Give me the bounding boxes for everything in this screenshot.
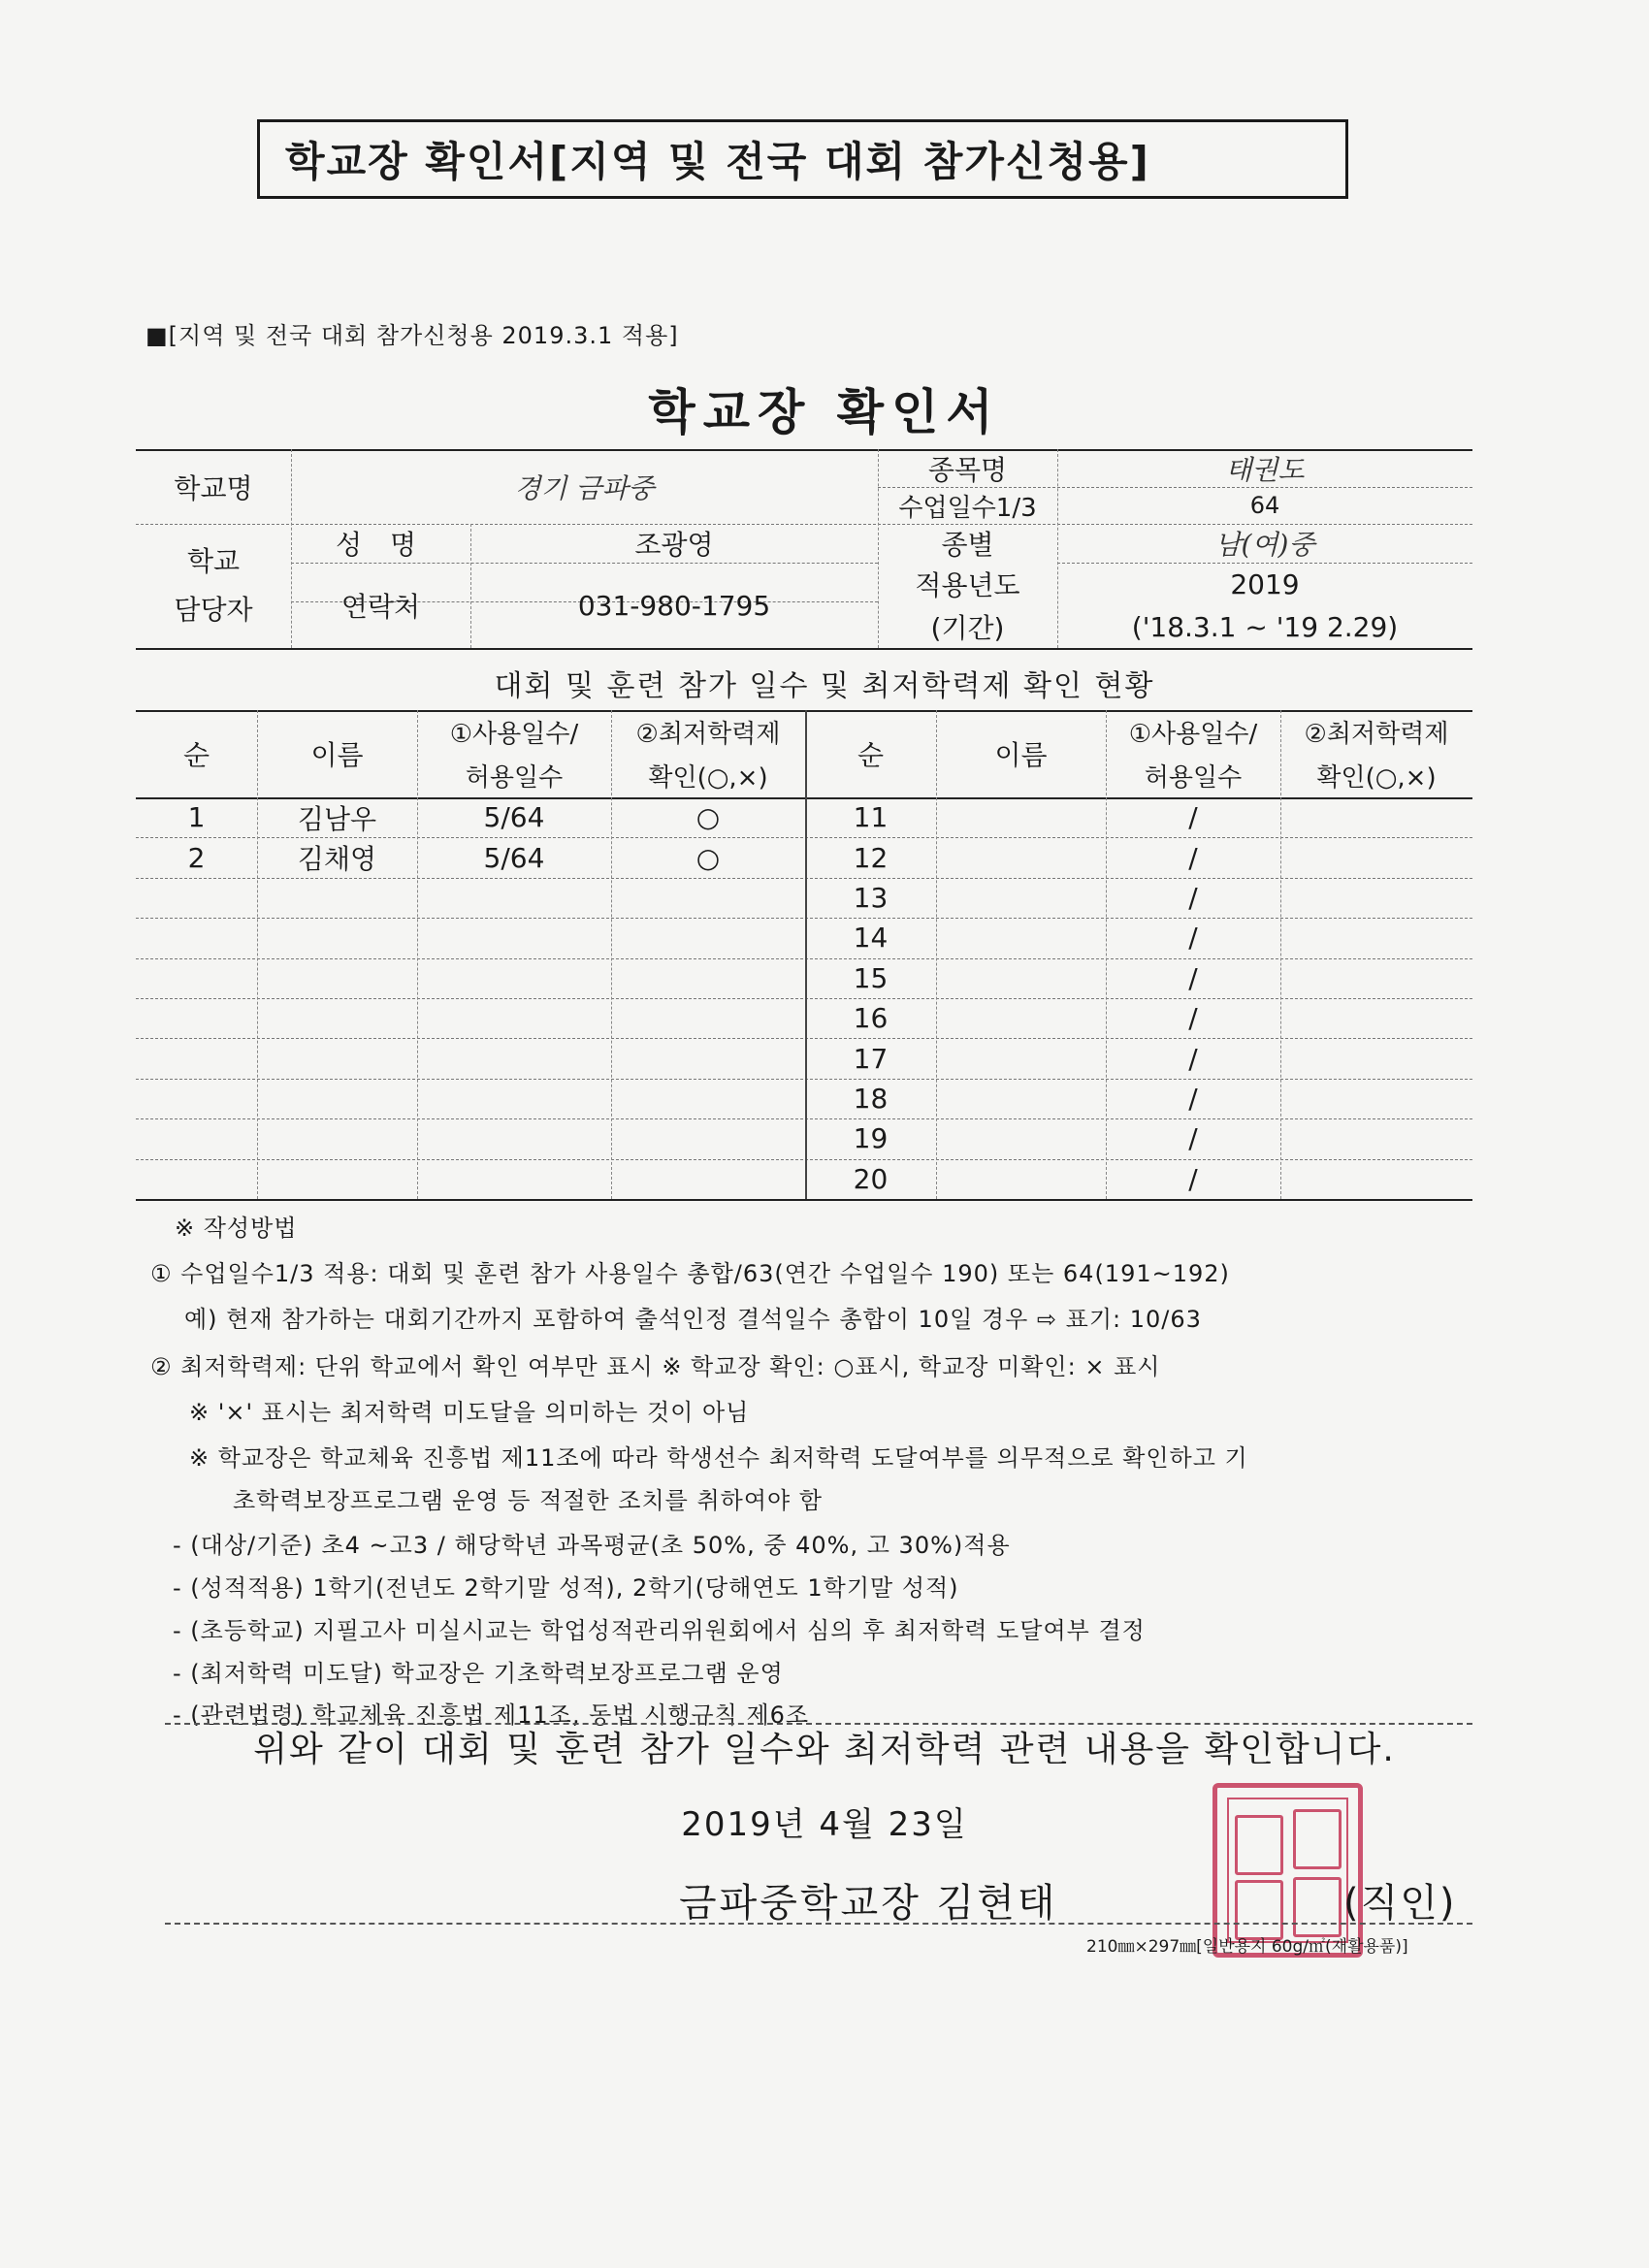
instruction-line: - (대상/기준) 초4 ~고3 / 해당학년 과목평균(초 50%, 중 40%, 고 30%)적용	[173, 1532, 1011, 1559]
right-header-name: 이름	[994, 739, 1048, 771]
instruction-line: - (최저학력 미도달) 학교장은 기초학력보장프로그램 운영	[173, 1660, 784, 1687]
left-row-check	[611, 1079, 805, 1118]
left-header-days-2: 허용일수	[465, 763, 564, 793]
right-header-days-2: 허용일수	[1144, 763, 1243, 793]
gender-label: 종별	[941, 529, 994, 561]
left-row-check	[611, 1159, 805, 1199]
left-row-no	[136, 1118, 257, 1158]
right-header-check-2: 확인(○,×)	[1316, 763, 1437, 793]
right-row-check	[1280, 1118, 1472, 1158]
left-row-check	[611, 878, 805, 918]
left-header-name: 이름	[310, 739, 364, 771]
left-row-name	[257, 998, 417, 1038]
manager-label-2: 담당자	[174, 594, 253, 626]
contact-label: 연락처	[340, 591, 421, 623]
right-row-name	[936, 1038, 1106, 1078]
right-row-name	[936, 878, 1106, 918]
left-row-days	[417, 918, 611, 957]
right-row-days: /	[1188, 801, 1198, 834]
left-header-no: 순	[182, 739, 210, 771]
left-row-no	[136, 1038, 257, 1078]
left-row-name	[257, 918, 417, 957]
gender-value: 남(여)중	[1214, 529, 1315, 561]
right-row-no: 13	[853, 881, 889, 914]
section-title: 대회 및 훈련 참가 일수 및 최저학력제 확인 현황	[494, 669, 1155, 703]
paper-spec: 210㎜×297㎜[일반용지 60g/㎡(재활용품)]	[1086, 1937, 1408, 1957]
issue-date: 2019년 4월 23일	[681, 1805, 968, 1844]
right-row-days: /	[1188, 1042, 1198, 1075]
left-row-name: 김남우	[297, 802, 377, 835]
instruction-line: ※ '×' 표시는 최저학력 미도달을 의미하는 것이 아님	[189, 1399, 750, 1426]
right-row-no: 12	[853, 841, 889, 874]
left-row-check	[611, 998, 805, 1038]
name-value: 조광영	[634, 529, 714, 561]
right-row-no: 14	[853, 922, 889, 955]
instruction-line: ※ 작성방법	[175, 1215, 298, 1242]
days-value: 64	[1249, 492, 1280, 519]
right-row-name	[936, 797, 1106, 837]
instruction-line: ※ 학교장은 학교체육 진흥법 제11조에 따라 학생선수 최저학력 도달여부를 의무적으로 확인하고 기	[189, 1444, 1248, 1472]
period-value: ('18.3.1 ~ '19 2.29)	[1131, 610, 1399, 643]
left-row-check: ○	[695, 841, 721, 874]
left-row-no	[136, 1079, 257, 1118]
left-row-days	[417, 1159, 611, 1199]
applicability-note: ■[지역 및 전국 대회 참가신청용 2019.3.1 적용]	[146, 322, 679, 349]
right-row-check	[1280, 1038, 1472, 1078]
instruction-line: 예) 현재 참가하는 대회기간까지 포함하여 출석인정 결석일수 총합이 10일 경우 ⇨ 표기: 10/63	[184, 1306, 1202, 1333]
right-row-check	[1280, 1079, 1472, 1118]
left-row-name	[257, 1159, 417, 1199]
right-row-check	[1280, 918, 1472, 957]
manager-label-1: 학교	[186, 545, 241, 577]
right-row-days: /	[1188, 922, 1198, 955]
left-row-no: 1	[187, 801, 206, 834]
right-row-no: 20	[853, 1162, 889, 1195]
name-label: 성 명	[336, 529, 426, 561]
right-header-check-1: ②최저학력제	[1304, 720, 1449, 749]
seal-label: (직인)	[1343, 1881, 1457, 1926]
right-row-check	[1280, 998, 1472, 1038]
left-header-days-1: ①사용일수/	[449, 720, 579, 749]
left-row-no	[136, 998, 257, 1038]
confirmation-statement: 위와 같이 대회 및 훈련 참가 일수와 최저학력 관련 내용을 확인합니다.	[253, 1730, 1396, 1769]
left-row-no	[136, 878, 257, 918]
left-row-days	[417, 878, 611, 918]
instruction-line: - (관련법령) 학교체육 진흥법 제11조, 동법 시행규칙 제6조	[173, 1701, 810, 1729]
right-row-days: /	[1188, 1122, 1198, 1155]
right-row-name	[936, 958, 1106, 998]
left-row-days	[417, 1038, 611, 1078]
instruction-line: - (초등학교) 지필고사 미실시교는 학업성적관리위원회에서 심의 후 최저학력 도달여부 결정	[173, 1617, 1146, 1644]
left-row-check	[611, 1038, 805, 1078]
right-row-check	[1280, 837, 1472, 877]
left-row-check	[611, 1118, 805, 1158]
school-value: 경기 금파중	[514, 471, 655, 504]
right-row-name	[936, 918, 1106, 957]
left-row-days	[417, 958, 611, 998]
period-label: (기간)	[930, 612, 1005, 644]
right-header-no: 순	[857, 739, 885, 771]
left-row-days	[417, 1079, 611, 1118]
right-row-no: 18	[853, 1082, 889, 1115]
left-row-name	[257, 1079, 417, 1118]
right-row-no: 11	[853, 801, 889, 834]
year-label: 적용년도	[915, 569, 1020, 601]
official-seal	[1212, 1783, 1363, 1958]
right-row-days: /	[1188, 881, 1198, 914]
right-row-days: /	[1188, 961, 1198, 994]
right-row-days: /	[1188, 1162, 1198, 1195]
right-row-days: /	[1188, 841, 1198, 874]
left-row-name	[257, 1038, 417, 1078]
event-label: 종목명	[927, 453, 1008, 486]
page-title: 학교장 확인서	[648, 384, 1001, 440]
left-row-name: 김채영	[297, 843, 377, 876]
instruction-line: 초학력보장프로그램 운영 등 적절한 조치를 취하여야 함	[233, 1487, 824, 1514]
left-header-check-1: ②최저학력제	[635, 720, 781, 749]
left-row-days	[417, 1118, 611, 1158]
right-header-days-1: ①사용일수/	[1128, 720, 1258, 749]
left-header-check-2: 확인(○,×)	[648, 763, 768, 793]
right-row-name	[936, 1159, 1106, 1199]
right-row-name	[936, 1118, 1106, 1158]
right-row-no: 19	[853, 1122, 889, 1155]
left-row-check	[611, 958, 805, 998]
right-row-days: /	[1188, 1002, 1198, 1035]
right-row-check	[1280, 878, 1472, 918]
right-row-no: 17	[853, 1042, 889, 1075]
right-row-name	[936, 837, 1106, 877]
contact-value: 031-980-1795	[577, 589, 771, 622]
left-row-name	[257, 878, 417, 918]
document-banner: 학교장 확인서[지역 및 전국 대회 참가신청용]	[257, 119, 1348, 199]
right-row-name	[936, 1079, 1106, 1118]
instruction-line: ① 수업일수1/3 적용: 대회 및 훈련 참가 사용일수 총합/63(연간 수업일수 190) 또는 64(191~192)	[150, 1260, 1230, 1287]
school-label: 학교명	[174, 471, 253, 504]
instruction-line: ② 최저학력제: 단위 학교에서 확인 여부만 표시 ※ 학교장 확인: ○표시, 학교장 미확인: × 표시	[150, 1353, 1161, 1380]
left-row-days: 5/64	[483, 801, 545, 834]
left-row-days	[417, 998, 611, 1038]
right-row-name	[936, 998, 1106, 1038]
principal-signature: 금파중학교장 김현태	[679, 1881, 1058, 1926]
right-row-days: /	[1188, 1082, 1198, 1115]
right-row-check	[1280, 958, 1472, 998]
left-row-check: ○	[695, 801, 721, 834]
left-row-no	[136, 918, 257, 957]
left-row-check	[611, 918, 805, 957]
right-row-no: 15	[853, 961, 889, 994]
days-label: 수업일수1/3	[898, 493, 1037, 523]
left-row-name	[257, 1118, 417, 1158]
event-value: 태권도	[1225, 453, 1305, 486]
instruction-line: - (성적적용) 1학기(전년도 2학기말 성적), 2학기(당해연도 1학기말 성적)	[173, 1574, 959, 1602]
left-row-no	[136, 958, 257, 998]
right-row-no: 16	[853, 1002, 889, 1035]
right-row-check	[1280, 797, 1472, 837]
left-row-name	[257, 958, 417, 998]
left-row-no	[136, 1159, 257, 1199]
left-row-no: 2	[187, 841, 206, 874]
right-row-check	[1280, 1159, 1472, 1199]
left-row-days: 5/64	[483, 841, 545, 874]
year-value: 2019	[1230, 567, 1300, 600]
